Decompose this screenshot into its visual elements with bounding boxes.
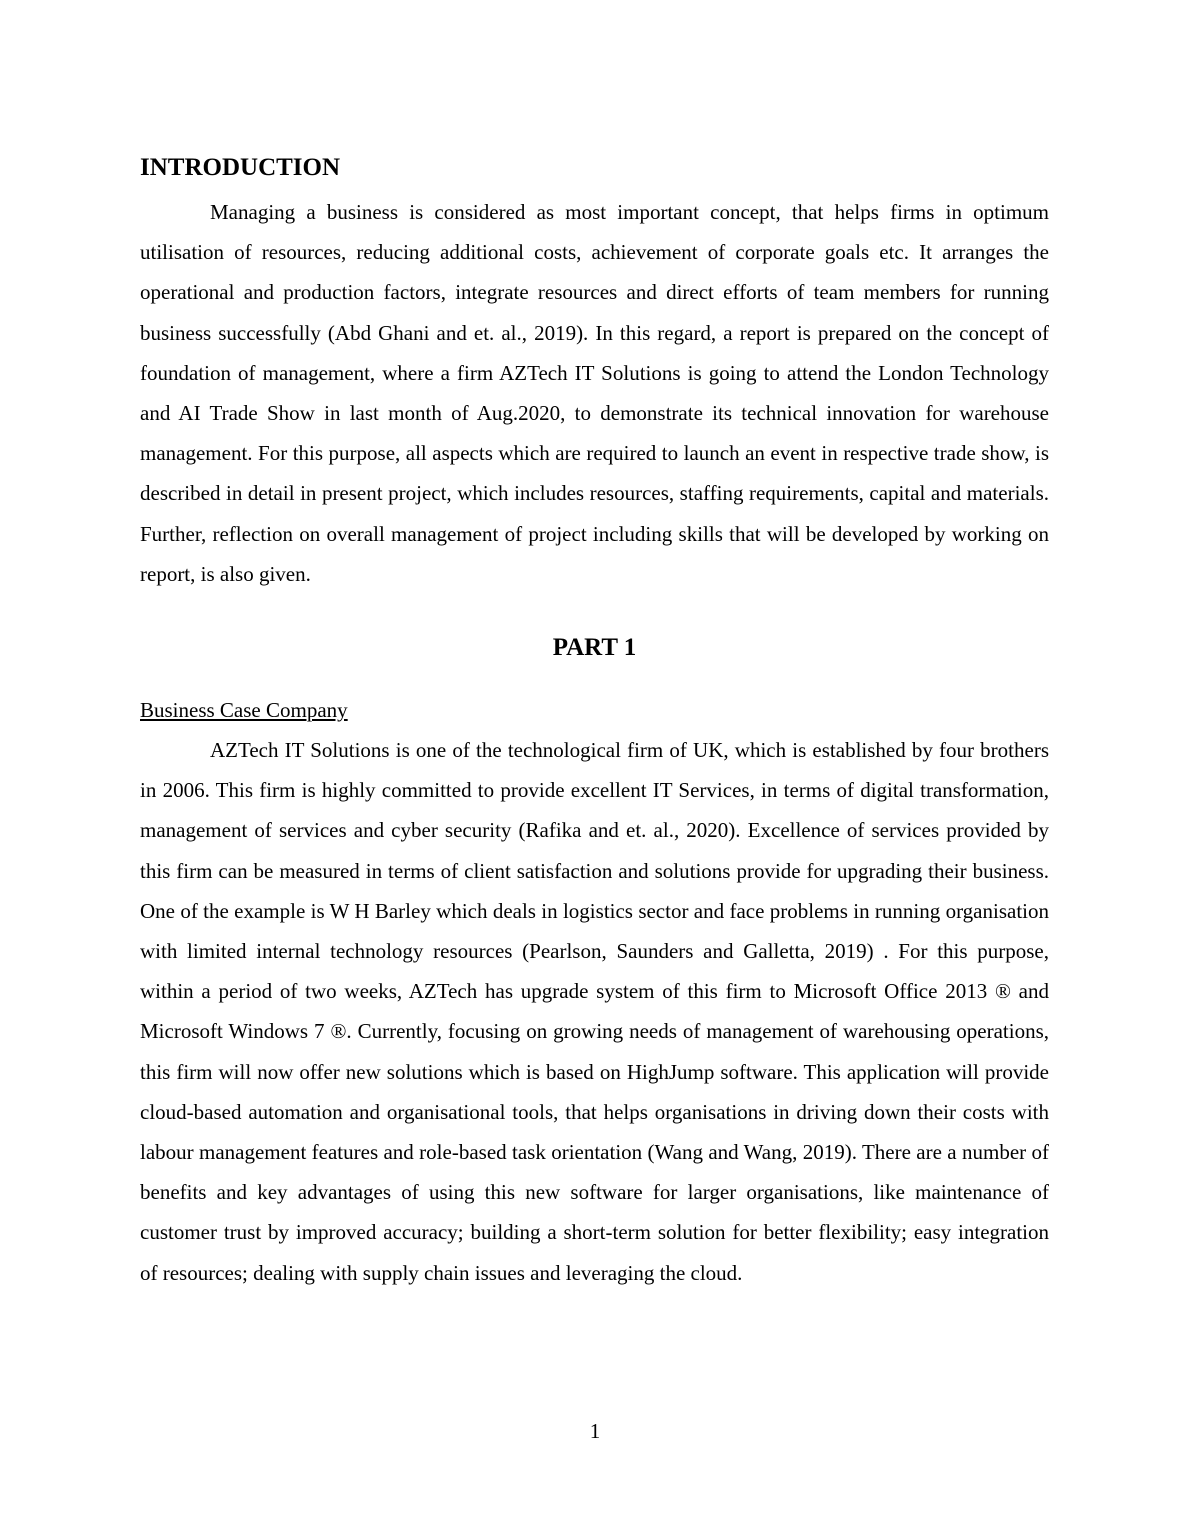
page-number: 1 (589, 1419, 601, 1443)
business-case-subheading: Business Case Company (140, 698, 348, 723)
document-page (140, 150, 1049, 1293)
introduction-paragraph: Managing a business is considered as most important concept, that helps firms in optimum utilisation of resources, reducing additional costs, achievement of corporate goals etc. It arranges the operational and production factors, integrate resources and direct efforts of team members for running business successfully (Abd Ghani and et. al., 2019). In this regard, a report is prepared on the concept of foundation of management, where a firm AZTech IT Solutions is going to attend the London Technology and AI Trade Show in last month of Aug.2020, to demonstrate its technical innovation for warehouse management. For this purpose, all aspects which are required to launch an event in respective trade show, is described in detail in present project, which includes resources, staffing requirements, capital and materials. Further, reflection on overall management of project including skills that will be developed by working on report, is also given. (140, 200, 1049, 586)
part1-heading: PART 1 (552, 634, 637, 662)
business-case-paragraph: AZTech IT Solutions is one of the technological firm of UK, which is established by four brothers in 2006. This firm is highly committed to provide excellent IT Services, in terms of digital transformation, management of services and cyber security (Rafika and et. al., 2020). Excellence of services provided by this firm can be measured in terms of client satisfaction and solutions provide for upgrading their business. One of the example is W H Barley which deals in logistics sector and face problems in running organisation with limited internal technology resources (Pearlson, Saunders and Galletta, 2019) . For this purpose, within a period of two weeks, AZTech has upgrade system of this firm to Microsoft Office 2013 ® and Microsoft Windows 7 ®. Currently, focusing on growing needs of management of warehousing operations, this firm will now offer new solutions which is based on HighJump software. This application will provide cloud-based automation and organisational tools, that helps organisations in driving down their costs with labour management features and role-based task orientation (Wang and Wang, 2019). There are a number of benefits and key advantages of using this new software for larger organisations, like maintenance of customer trust by improved accuracy; building a short-term solution for better flexibility; easy integration of resources; dealing with supply chain issues and leveraging the cloud. (140, 738, 1049, 1285)
introduction-heading: INTRODUCTION (140, 154, 341, 181)
